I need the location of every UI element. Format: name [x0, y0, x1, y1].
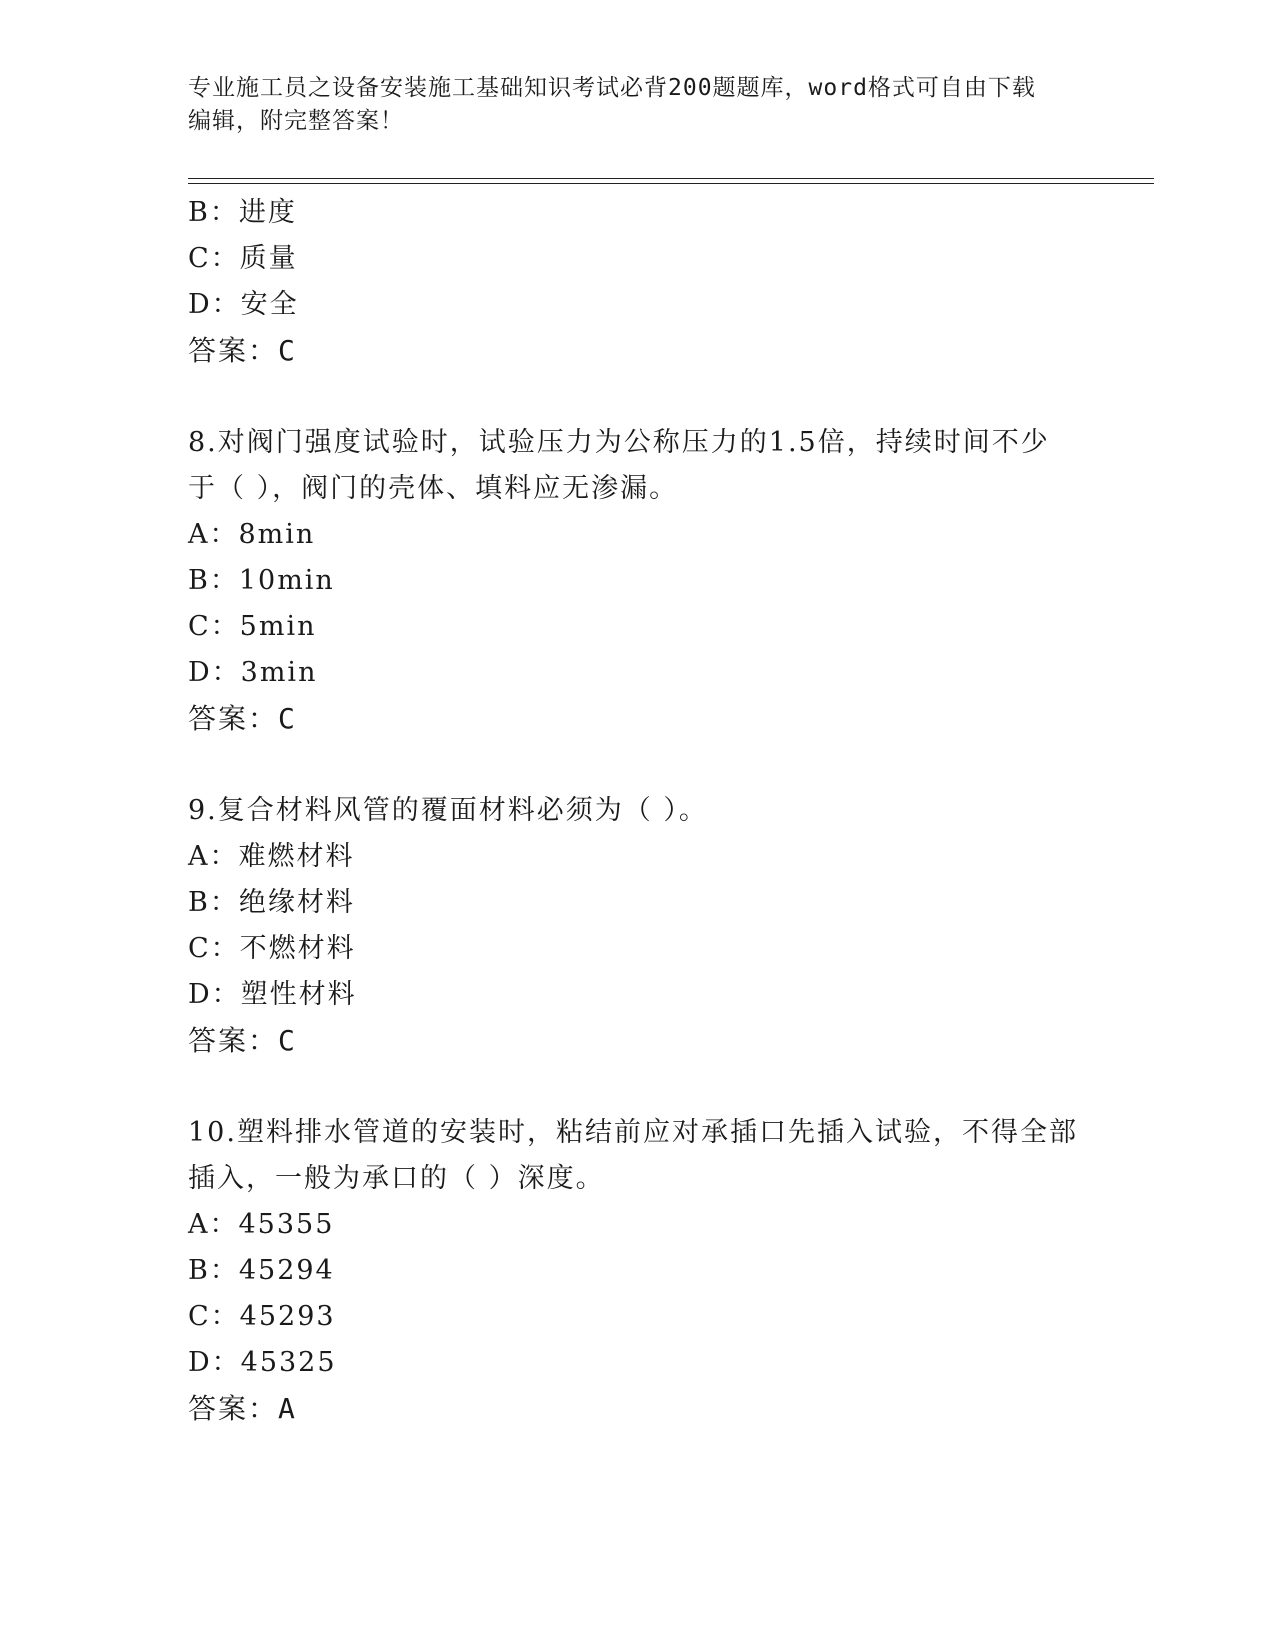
header-rule-bottom [188, 183, 1154, 184]
question-text-line: 8.对阀门强度试验时，试验压力为公称压力的1.5倍，持续时间不少 [188, 427, 1050, 458]
question-text-line: 于（ ），阀门的壳体、填料应无渗漏。 [188, 473, 679, 504]
question-text-line: 插入，一般为承口的（ ）深度。 [188, 1163, 605, 1194]
header-line-2: 编辑，附完整答案！ [188, 108, 404, 134]
header-rule-top [188, 178, 1154, 179]
header-line-1: 专业施工员之设备安装施工基础知识考试必背200题题库，word格式可自由下载 [188, 75, 1036, 101]
option-b: B：10min [188, 565, 335, 596]
option-c: C：45293 [188, 1301, 336, 1332]
answer: 答案：C [188, 334, 297, 367]
option-b: B：45294 [188, 1255, 335, 1286]
option-d: D：安全 [188, 289, 299, 320]
answer: 答案：A [188, 1392, 297, 1425]
question-text-line: 9.复合材料风管的覆面材料必须为（ ）。 [188, 795, 708, 826]
question-list [188, 190, 1088, 1432]
option-a: A：难燃材料 [188, 841, 355, 872]
option-c: C：不燃材料 [188, 933, 356, 964]
option-b: B：进度 [188, 197, 297, 228]
document-header [188, 72, 1088, 138]
option-d: D：45325 [188, 1347, 337, 1378]
option-a: A：45355 [188, 1209, 335, 1240]
option-d: D：塑性材料 [188, 979, 357, 1010]
prev-question-block [188, 190, 1088, 374]
question-text-line: 10.塑料排水管道的安装时，粘结前应对承插口先插入试验，不得全部 [188, 1117, 1078, 1148]
option-a: A：8min [188, 519, 316, 550]
question-8-block [188, 420, 1088, 742]
question-9-block [188, 788, 1088, 1064]
option-c: C：质量 [188, 243, 298, 274]
answer: 答案：C [188, 1024, 297, 1057]
option-c: C：5min [188, 611, 317, 642]
option-b: B：绝缘材料 [188, 887, 355, 918]
option-d: D：3min [188, 657, 318, 688]
question-10-block [188, 1110, 1088, 1432]
answer: 答案：C [188, 702, 297, 735]
